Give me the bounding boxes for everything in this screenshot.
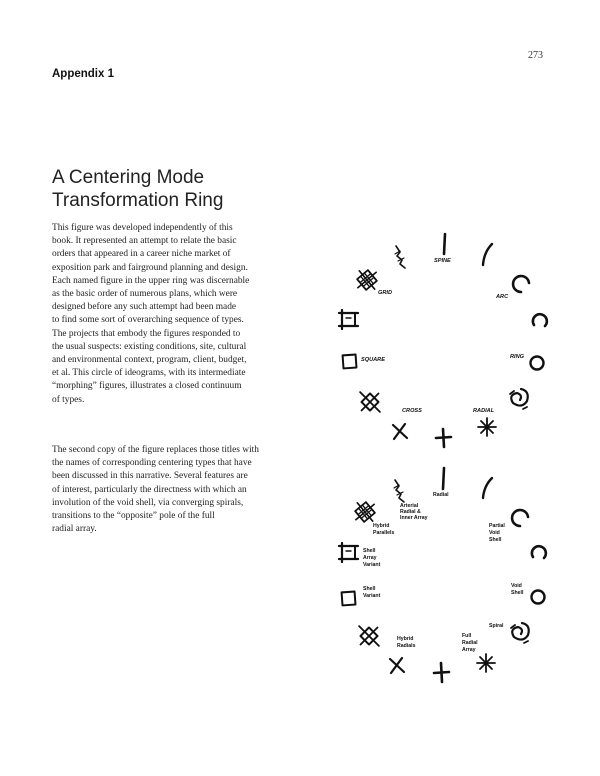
partial-shell-ideogram [513,276,529,292]
title-line-1: A Centering Mode [52,167,205,188]
text-line: The projects that embody the figures responded to [52,328,241,339]
plus-ideogram [434,663,449,682]
arterial-ideogram [394,480,404,502]
ring-ideogram [531,357,544,370]
text-line: been discussed in this narrative. Several features are [52,471,248,482]
label-grid: GRID [378,290,392,296]
label-shell-array-2: Array [363,555,377,561]
text-line: of types. [52,394,85,405]
square-ideogram [342,592,356,606]
void-shell-c-ideogram [532,546,546,558]
label-hybrid-parallels-2: Parallels [373,530,395,536]
partial-shell-ideogram [512,510,528,526]
label-partial-1: Partial [489,523,505,529]
label-shell-variant-2: Variant [363,593,381,599]
label-spiral: Spiral [489,623,504,629]
arc-ideogram [483,478,492,498]
label-partial-3: Shell [489,537,502,543]
label-radial-upper: RADIAL [473,408,495,414]
label-square: SQUARE [361,357,385,363]
label-void-shell-1: Void [511,583,522,589]
label-void-shell-2: Shell [511,590,524,596]
spine-ideogram [443,468,444,489]
square-ideogram [343,355,357,369]
radial-star-ideogram [477,654,495,672]
text-line: This figure was developed independently of this [52,223,233,233]
text-line: the usual suspects: existing conditions, site, cultural [52,341,247,352]
ring-ideogram [532,591,545,604]
radial-star-ideogram [478,418,496,436]
text-line: et al. This circle of ideograms, with its intermediate [52,368,246,379]
text-line: book. It represented an attempt to relate the basic [52,236,237,247]
label-full-radial-3: Array [462,647,476,653]
text-line: Each named figure in the upper ring was discernable [52,275,250,286]
text-line: “morphing” figures, illustrates a closed continuum [52,381,242,392]
cross-x-ideogram [393,424,407,439]
label-hybrid-radials-2: Radials [397,643,416,649]
label-hybrid-radials-1: Hybrid [397,636,414,642]
spiral-ideogram [511,623,529,643]
text-line: of interest, particularly the directness with which an [52,484,247,495]
text-line: The second copy of the figure replaces those titles with [52,445,259,455]
text-line: exposition park and fairground planning and design. [52,262,248,273]
label-arterial-1: Arterial [400,503,419,509]
title-line-2: Transformation Ring [52,190,224,211]
text-line: to find some sort of overarching sequence of types. [52,315,244,326]
lower-ring [339,468,546,682]
appendix-heading: Appendix 1 [52,68,114,80]
label-arc: ARC [496,294,509,300]
text-line: radial array. [52,524,97,535]
label-cross: CROSS [402,408,422,414]
text-line: designed before any such attempt had been made [52,302,237,313]
label-shell-array-1: Shell [363,548,376,554]
text-line: involution of the void shell, via converging spirals, [52,497,244,508]
text-line: the names of corresponding centering types that have [52,458,252,469]
label-arterial-2: Radial & [400,509,421,515]
shell-array-ideogram [339,543,358,562]
label-shell-variant-1: Shell [363,586,376,592]
label-full-radial-1: Full [462,633,472,639]
page-number: 273 [528,50,543,61]
hybrid-square-ideogram [352,384,389,421]
label-partial-2: Void [489,530,500,536]
text-line: transitions to the “opposite” pole of the full [52,511,215,522]
label-full-radial-2: Radial [462,640,478,646]
label-radial-lower: Radial [433,492,449,498]
hybrid-square-ideogram [351,618,388,655]
text-line: as the basic order of numerous plans, which were [52,289,238,300]
void-shell-c-ideogram [533,314,547,326]
spiral-ideogram [510,389,528,409]
text-line: orders that appeared in a career niche market of [52,249,231,260]
label-shell-array-3: Variant [363,562,381,568]
shell-array-ideogram [339,310,358,329]
label-arterial-3: Inner Array [400,515,428,521]
plus-ideogram [436,429,451,447]
cross-x-ideogram [390,658,404,673]
spine-ideogram [444,234,445,254]
label-ring: RING [510,354,524,360]
label-spine: SPINE [434,258,451,264]
label-hybrid-parallels-1: Hybrid [373,523,390,529]
upper-ring [339,234,547,447]
arc-ideogram [483,244,492,265]
arterial-ideogram [395,246,405,268]
text-line: and environmental context, program, client, budget, [52,355,247,366]
